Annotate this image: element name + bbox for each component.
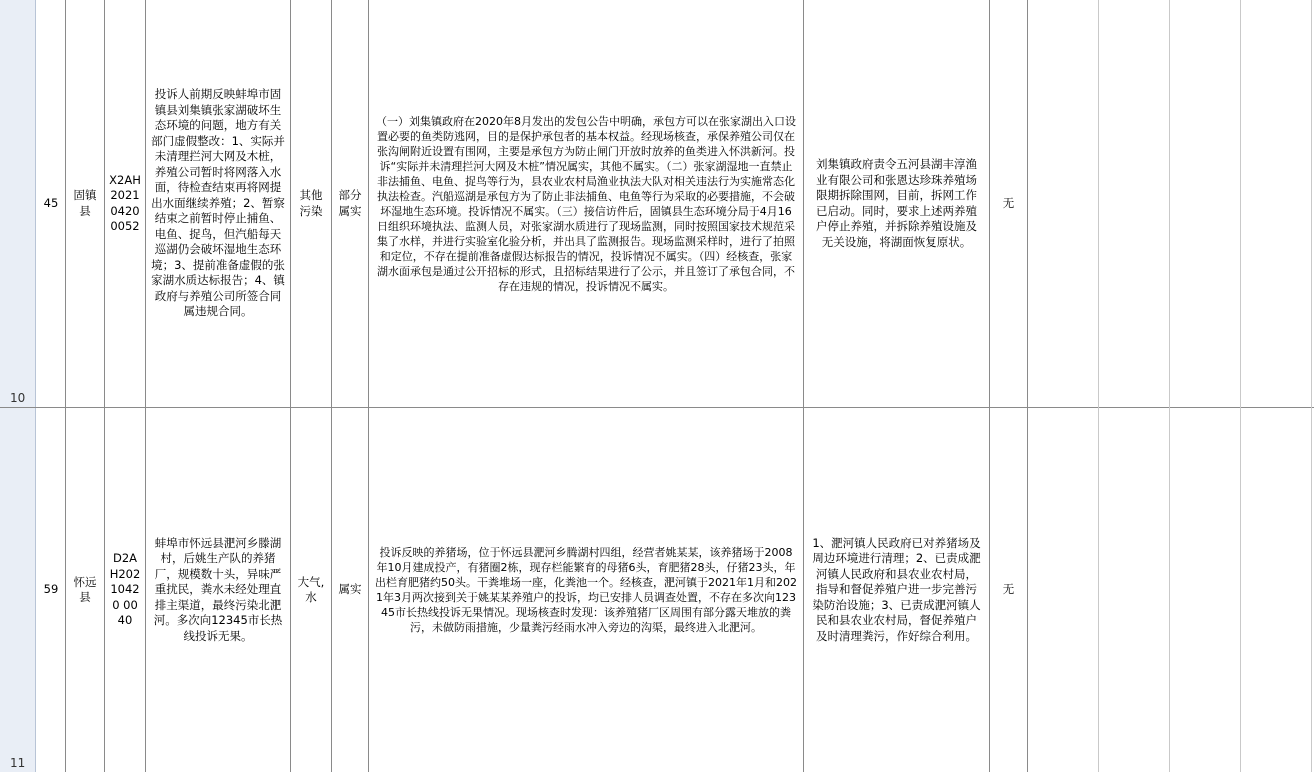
cell-pollution-type[interactable]: 大气,水 xyxy=(297,574,325,604)
cell-pollution-type[interactable]: 其他污染 xyxy=(299,188,323,218)
cell-index[interactable]: 59 xyxy=(43,582,59,597)
cell-accountability[interactable]: 无 xyxy=(1002,582,1015,597)
empty-cell[interactable] xyxy=(1170,408,1240,772)
cell-county[interactable]: 怀远县 xyxy=(73,574,97,604)
row-header-10[interactable] xyxy=(0,0,36,407)
empty-cell[interactable] xyxy=(1099,408,1169,772)
empty-cell[interactable] xyxy=(1099,0,1169,407)
row-number: 11 xyxy=(10,756,26,770)
cell-case-id[interactable]: D2AH20210420 0040 xyxy=(109,551,141,628)
empty-cell[interactable] xyxy=(1241,0,1311,407)
cell-index[interactable]: 45 xyxy=(43,195,59,210)
row-number: 10 xyxy=(10,391,26,405)
row-header-11[interactable] xyxy=(0,408,36,772)
cell-investigation[interactable]: 投诉反映的养猪场，位于怀远县淝河乡腾湖村四组，经营者姚某某，该养猪场于2008年10月建成投产，有猪圈2栋，现存栏能繁育的母猪6头，育肥猪28头，仔猪23头，年出栏育肥猪约50头。干粪堆场一座，化粪池一个。经核查，淝河镇于2021年1月和2021年3月两次接到关于姚某某养殖户的投诉，均已安排人员调查处置，不存在多次向12345市长热线投诉无果情况。现场核查时发现：该养殖猪厂区周围有部分露天堆放的粪污，未做防雨措施，少量粪污经雨水冲入旁边的沟渠，最终进入北淝河。 xyxy=(375,546,797,634)
column-divider xyxy=(1311,0,1312,772)
empty-cell[interactable] xyxy=(1028,408,1098,772)
empty-cell[interactable] xyxy=(1028,0,1098,407)
cell-accountability[interactable]: 无 xyxy=(1002,195,1015,210)
cell-handling[interactable]: 刘集镇政府责令五河县湖丰淳渔业有限公司和张恩达珍珠养殖场限期拆除围网，目前，拆网工作已启动。同时，要求上述两养殖户停止养殖，并拆除养殖设施及无关设施，将湖面恢复原状。 xyxy=(816,157,977,249)
cell-verdict[interactable]: 属实 xyxy=(338,582,362,597)
cell-investigation[interactable]: （一）刘集镇政府在2020年8月发出的发包公告中明确，承包方可以在张家湖出入口设置必要的鱼类防逃网，目的是保护承包者的基本权益。经现场核查，承保养殖公司仅在张沟闸附近设置有围网，主要是承包方为防止闸门开放时放养的鱼类进入怀洪新河。投诉“实际并未清理拦河大网及木桩”情况属实，其他不属实。（二）张家湖湿地一直禁止非法捕鱼、电鱼、捉鸟等行为，县农业农村局渔业执法大队对相关违法行为实施常态化执法检查。汽船巡湖是承包方为了防止非法捕鱼、电鱼等行为采取的必要措施，不会破坏湿地生态环境。投诉情况不属实。（三）接信访件后，固镇县生态环境分局于4月16日组织环境执法、监测人员，对张家湖水质进行了现场监测，同时按照国家技术规范采集了水样，并进行实验室化验分析，并出具了监测报告。现场监测采样时，进行了拍照和定位，不存在提前准备虚假达标报告的情况，投诉情况不属实。（四）经核查，张家湖水面承包是通过公开招标的形式，且招标结果进行了公示，并且签订了承包合同，不存在违规的情况，投诉情况不属实。 xyxy=(376,114,796,293)
cell-verdict[interactable]: 部分属实 xyxy=(338,188,362,218)
empty-cell[interactable] xyxy=(1170,0,1240,407)
cell-handling[interactable]: 1、淝河镇人民政府已对养猪场及周边环境进行清理；2、已责成淝河镇人民政府和县农业农村局，指导和督促养殖户进一步完善污染防治设施；3、已责成淝河镇人民和县农业农村局，督促养殖户及时清理粪污，作好综合利用。 xyxy=(812,535,981,643)
cell-county[interactable]: 固镇县 xyxy=(73,188,97,218)
cell-complaint[interactable]: 投诉人前期反映蚌埠市固镇县刘集镇张家湖破坏生态环境的问题，地方有关部门虚假整改：1、实际并未清理拦河大网及木桩，养殖公司暂时将网落入水面，待检查结束再将网提出水面继续养殖；2、暂察结束之前暂时停止捕鱼、电鱼、捉鸟，但汽船每天巡湖仍会破坏湿地生态环境；3、提前准备虚假的张家湖水质达标报告；4、镇政府与养殖公司所签合同属违规合同。 xyxy=(151,87,285,319)
cell-case-id[interactable]: X2AH20210420 0052 xyxy=(109,172,141,233)
empty-cell[interactable] xyxy=(1241,408,1311,772)
cell-complaint[interactable]: 蚌埠市怀远县淝河乡滕湖村，后姚生产队的养猪厂，规模数十头，异味严重扰民，粪水未经处理直排主渠道，最终污染北淝河。多次向12345市长热线投诉无果。 xyxy=(153,535,283,643)
